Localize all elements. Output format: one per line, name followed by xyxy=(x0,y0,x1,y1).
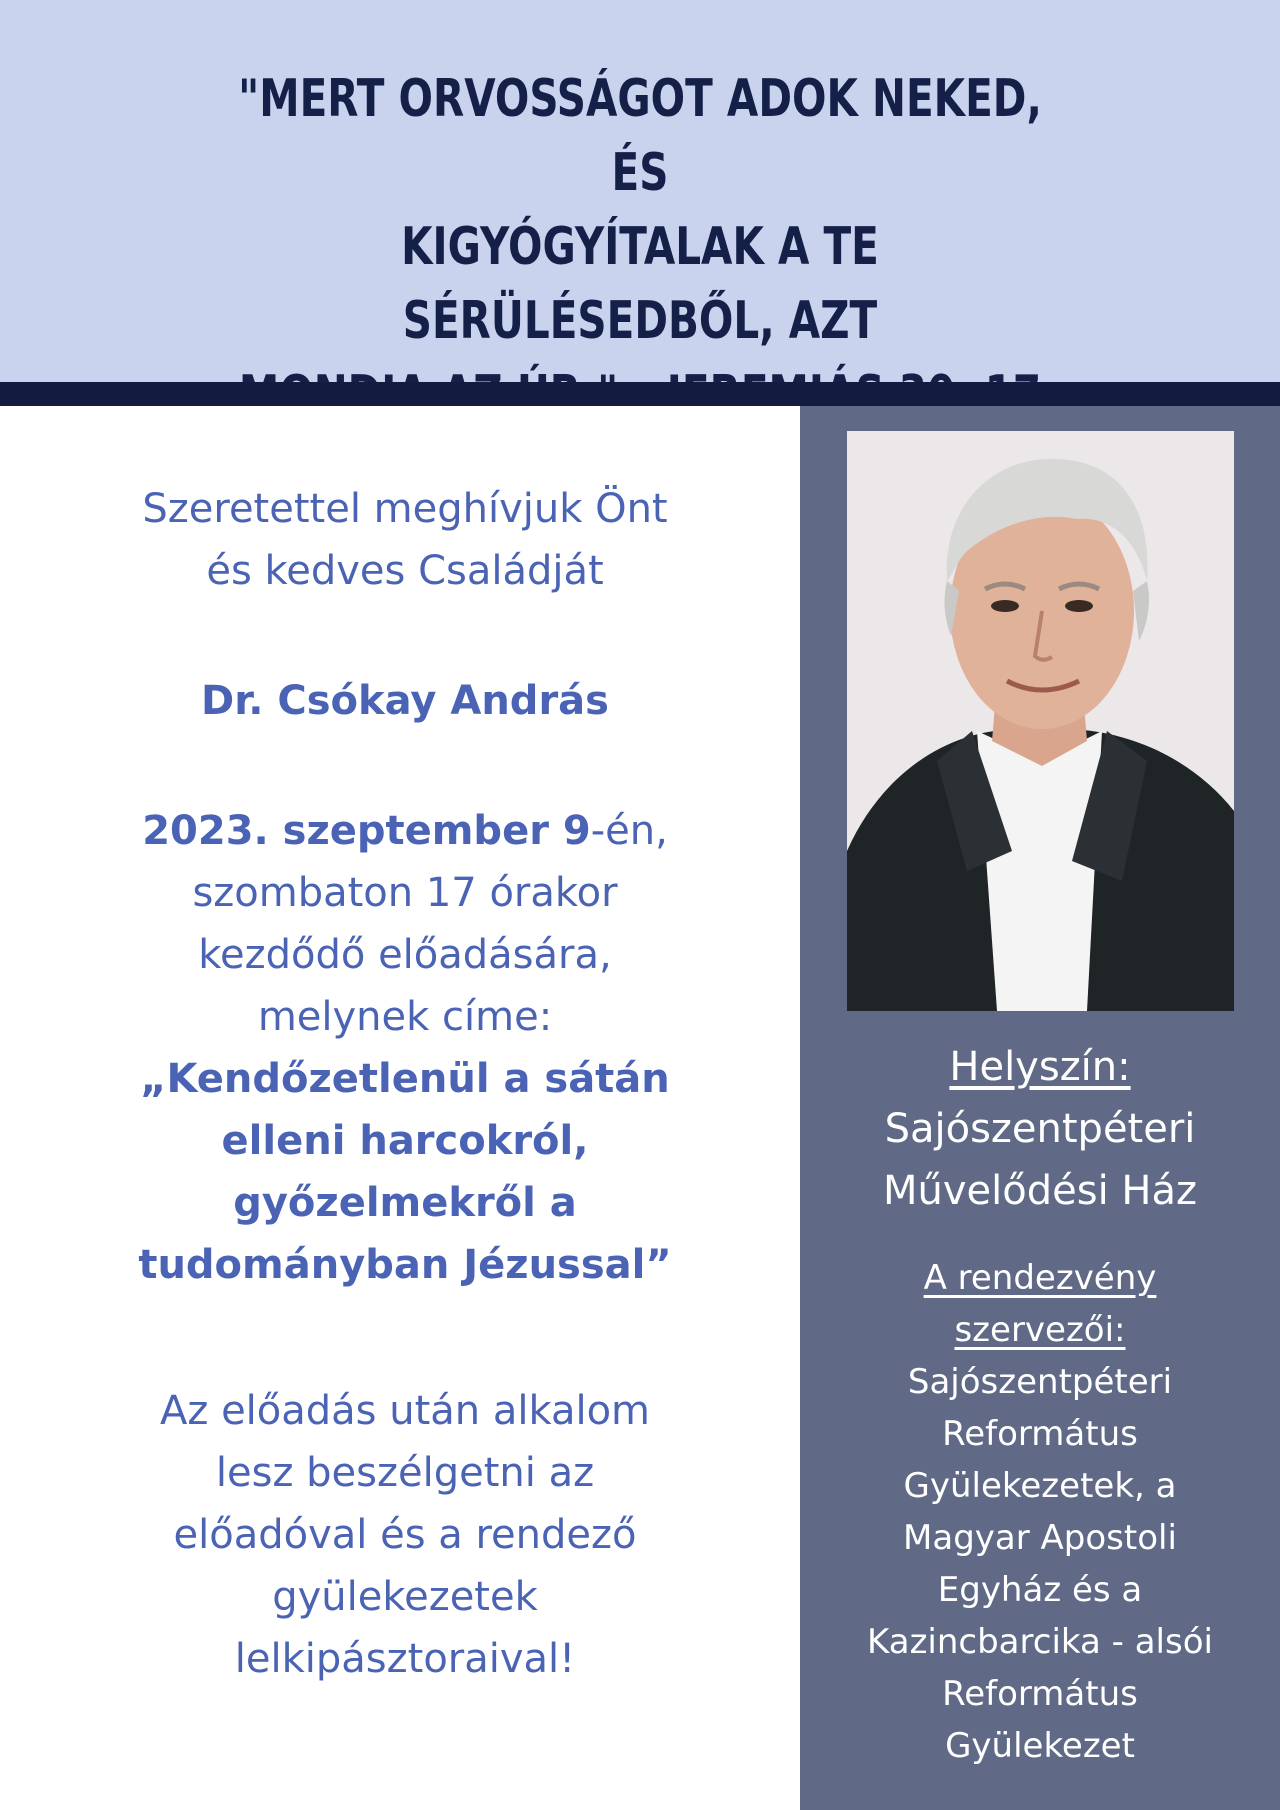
after-line-2: lesz beszélgetni az xyxy=(215,1450,595,1496)
organizers-line-3: Gyülekezetek, a xyxy=(903,1466,1177,1506)
invitation-line-2: és kedves Családját xyxy=(206,548,604,594)
bible-quote-title xyxy=(211,62,1069,432)
venue-line-2: Művelődési Ház xyxy=(883,1168,1197,1214)
lecture-title-intro: melynek címe: xyxy=(257,994,553,1040)
lecture-intro: kezdődő előadására, xyxy=(198,932,612,978)
speaker-portrait-illustration xyxy=(847,431,1234,1011)
event-date-suffix: -én, xyxy=(590,808,668,854)
event-time: szombaton 17 órakor xyxy=(192,870,618,916)
venue-line-1: Sajószentpéteri xyxy=(884,1106,1196,1152)
after-line-4: gyülekezetek xyxy=(272,1574,538,1620)
organizers-line-7: Református xyxy=(942,1674,1138,1714)
organizers-line-6: Kazincbarcika - alsói xyxy=(867,1622,1213,1662)
organizers-label-line-1: A rendezvény xyxy=(923,1258,1157,1298)
venue-label: Helyszín: xyxy=(949,1044,1131,1090)
lecture-title-line-2: elleni harcokról, xyxy=(221,1118,589,1164)
header-divider xyxy=(0,382,1280,406)
after-line-1: Az előadás után alkalom xyxy=(160,1388,650,1434)
organizers-label-line-2: szervezői: xyxy=(954,1310,1126,1350)
lecture-title-line-1: „Kendőzetlenül a sátán xyxy=(140,1056,670,1102)
invitation-line-1: Szeretettel meghívjuk Önt xyxy=(142,486,668,532)
lecture-title-line-3: győzelmekről a xyxy=(233,1180,577,1226)
event-date-bold: 2023. szeptember 9 xyxy=(142,808,591,854)
after-line-3: előadóval és a rendező xyxy=(173,1512,637,1558)
quote-line-2: KIGYÓGYÍTALAK A TE SÉRÜLÉSEDBŐL, AZT xyxy=(401,217,879,351)
organizers-line-5: Egyház és a xyxy=(937,1570,1143,1610)
organizers-line-2: Református xyxy=(942,1414,1138,1454)
header-banner xyxy=(0,0,1280,382)
organizers-line-4: Magyar Apostoli xyxy=(903,1518,1177,1558)
after-line-5: lelkipásztoraival! xyxy=(234,1636,576,1682)
quote-line-1: "MERT ORVOSSÁGOT ADOK NEKED, ÉS xyxy=(238,69,1042,203)
speaker-name: Dr. Csókay András xyxy=(201,678,609,724)
speaker-photo xyxy=(847,431,1234,1011)
organizers-line-1: Sajószentpéteri xyxy=(907,1362,1173,1402)
event-date xyxy=(70,800,740,862)
lecture-title-line-4: tudományban Jézussal” xyxy=(138,1242,672,1288)
organizers-line-8: Gyülekezet xyxy=(945,1726,1135,1766)
